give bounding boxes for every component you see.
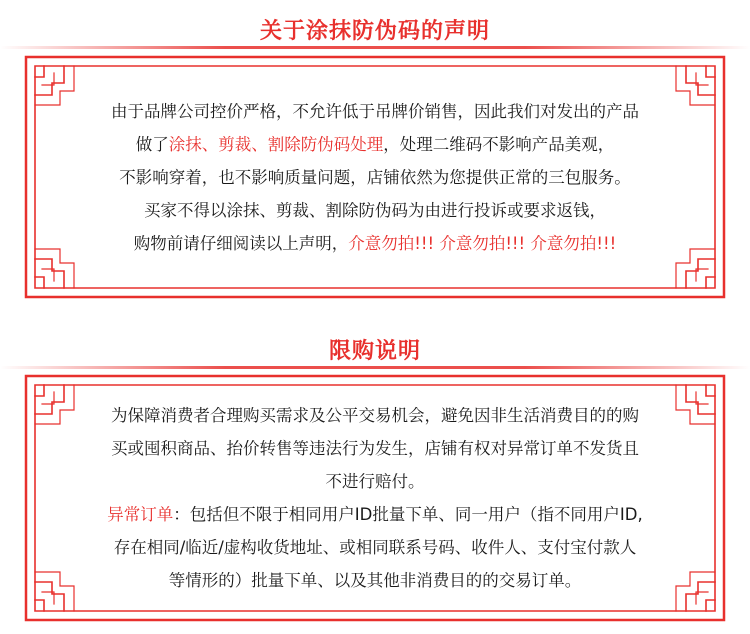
text-line [24,95,726,128]
text-line [24,227,726,260]
body-text: 不影响穿着，也不影响质量问题，店铺依然为您提供正常的三包服务。 [119,168,631,187]
text-line [24,465,726,498]
title-divider [0,46,750,49]
body-text: 存在相同/临近/虚构收货地址、或相同联系号码、收件人、支付宝付款人 [113,538,637,557]
body-text: 买或囤积商品、抬价转售等违法行为发生，店铺有权对异常订单不发货且 [111,439,639,458]
text-line [24,564,726,597]
body-text: ，处理二维码不影响产品美观， [383,135,615,154]
text-line [24,128,726,161]
text-line [24,498,726,531]
section-title-purchase-limit: 限购说明 [328,339,421,364]
body-text: ：包括但不限于相同用户ID批量下单、同一用户（指不同用户ID, [173,505,643,524]
text-line [24,194,726,227]
text-line [24,432,726,465]
section-title-statement: 关于涂抹防伪码的声明 [259,19,490,44]
text-line [24,531,726,564]
body-text: 做了 [135,135,169,154]
purchase-limit-frame [24,374,726,622]
highlight-text: 涂抹、剪裁、割除防伪码处理 [168,135,384,154]
body-text: 由于品牌公司控价严格，不允许低于吊牌价销售，因此我们对发出的产品 [111,102,639,121]
text-line [24,399,726,432]
statement-frame [24,55,726,299]
highlight-text: 异常订单 [107,505,174,524]
body-text: 购物前请仔细阅读以上声明， [133,234,349,253]
body-text: 不进行赔付。 [325,472,425,491]
statement-content [24,95,726,260]
body-text: 为保障消费者合理购买需求及公平交易机会，避免因非生活消费目的的购 [111,406,639,425]
highlight-text: 介意勿拍!!! 介意勿拍!!! 介意勿拍!!! [348,234,617,253]
body-text: 买家不得以涂抹、剪裁、割除防伪码为由进行投诉或要求返钱， [144,201,606,220]
text-line [24,161,726,194]
body-text: 等情形的）批量下单、以及其他非消费目的的交易订单。 [168,571,582,590]
purchase-limit-content [24,399,726,597]
title-divider [0,366,750,369]
